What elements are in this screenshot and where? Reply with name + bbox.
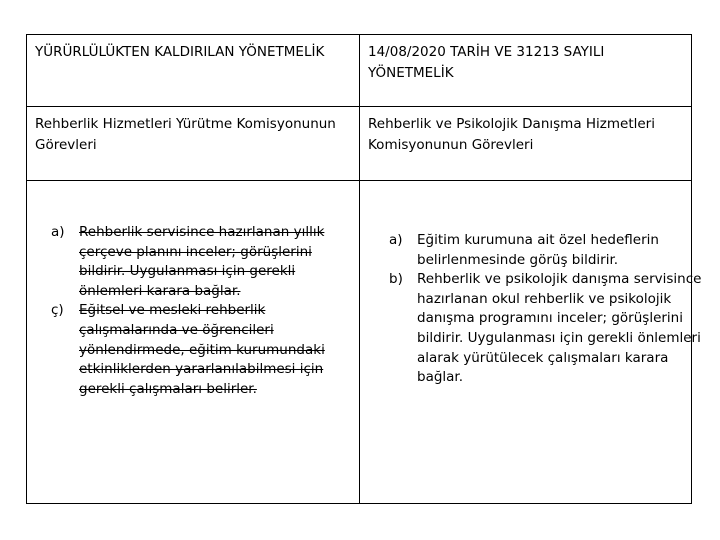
row-divider [27, 180, 691, 181]
list-marker: a) [389, 232, 403, 248]
subheader-new-duties: Rehberlik ve Psikolojik Danışma Hizmetleri Komisyonunun Görevleri [368, 116, 655, 153]
list-item-text: Eğitim kurumuna ait özel hedeflerin belirlenmesinde görüş bildirir. [417, 232, 659, 268]
list-item-text: Rehberlik servisince hazırlanan yıllık çerçeve planını inceler; görüşlerini bildirir. Uygulanması için gerekli önlemleri karara bağlar. [79, 224, 325, 299]
old-duties-list [51, 223, 336, 399]
list-marker: a) [51, 224, 65, 240]
list-marker: ç) [51, 302, 64, 319]
header-new-regulation: 14/08/2020 TARİH VE 31213 SAYILI YÖNETMELİK [368, 44, 605, 81]
comparison-table [26, 34, 702, 504]
list-item [51, 301, 336, 399]
list-item-text: Eğitsel ve mesleki rehberlik çalışmalarında ve öğrencileri yönlendirmede, eğitim kurumundaki etkinliklerden yararlanılabilmesi için gerekli çalışmaları belirler. [79, 302, 325, 397]
list-item [51, 223, 336, 301]
header-repealed-regulation: YÜRÜRLÜLÜKTEN KALDIRILAN YÖNETMELİK [35, 44, 325, 60]
list-marker: b) [389, 271, 403, 288]
list-item [389, 270, 711, 388]
list-item-text: Rehberlik ve psikolojik danışma servisince hazırlanan okul rehberlik ve psikolojik danışma programını inceler; görüşlerini bildirir. Uygulanması için gerekli önlemleri alarak yürütülecek çalışmaları karara bağlar. [417, 271, 702, 386]
row-divider [27, 106, 691, 107]
list-item [389, 231, 711, 270]
subheader-old-duties: Rehberlik Hizmetleri Yürütme Komisyonunun Görevleri [35, 116, 336, 153]
new-duties-list [389, 231, 711, 388]
